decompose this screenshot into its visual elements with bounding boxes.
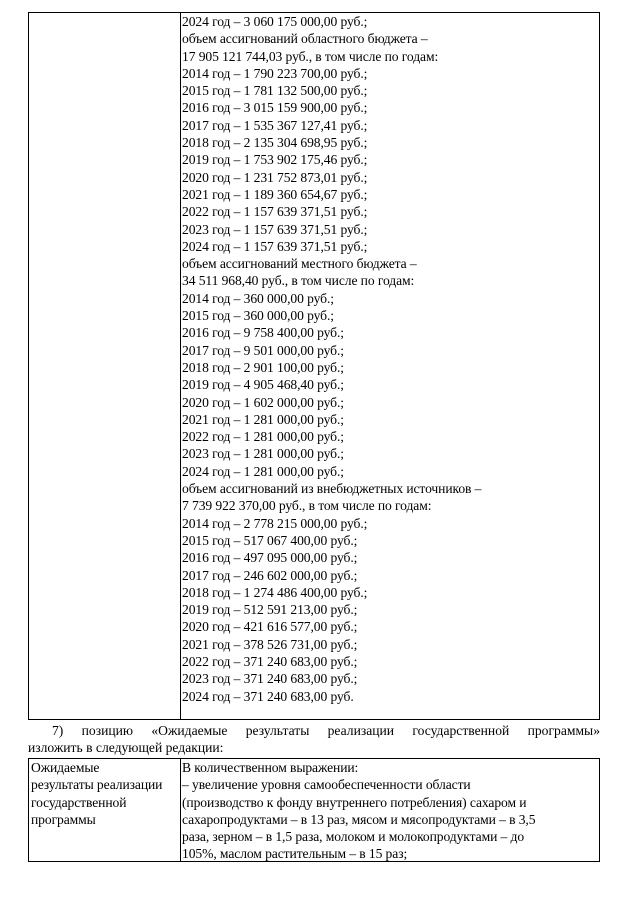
content-line: В количественном выражении: <box>182 760 359 775</box>
financing-line: 2017 год – 9 501 000,00 руб.; <box>182 342 344 358</box>
financing-cell <box>182 13 598 705</box>
content-line: сахаропродуктами – в 13 раз, мясом и мясопродуктами – в 3,5 <box>182 811 536 827</box>
financing-line: 2017 год – 246 602 000,00 руб.; <box>182 567 358 583</box>
financing-table <box>28 12 600 720</box>
financing-line: 2015 год – 360 000,00 руб.; <box>182 308 334 324</box>
financing-line: 2015 год – 1 781 132 500,00 руб.; <box>182 83 368 99</box>
financing-line: 34 511 968,40 руб., в том числе по годам: <box>182 273 415 289</box>
financing-line: 2018 год – 1 274 486 400,00 руб.; <box>182 584 368 600</box>
content-line: (производство к фонду внутреннего потребления) сахаром и <box>182 794 527 810</box>
financing-line: 2019 год – 512 591 213,00 руб.; <box>182 602 358 618</box>
financing-line: 2024 год – 1 281 000,00 руб.; <box>182 463 344 479</box>
content-line: 105%, маслом растительным – в 15 раз; <box>182 846 408 862</box>
financing-line: 2018 год – 2 901 100,00 руб.; <box>182 359 344 375</box>
financing-line: 2019 год – 1 753 902 175,46 руб.; <box>182 152 368 168</box>
label-line: результаты реализации <box>31 777 163 793</box>
financing-line: 2020 год – 421 616 577,00 руб.; <box>182 619 358 635</box>
content-line: – увеличение уровня самообеспеченности области <box>182 777 471 793</box>
financing-line: 2014 год – 360 000,00 руб.; <box>182 290 334 306</box>
financing-line: объем ассигнований из внебюджетных источников – <box>182 481 482 497</box>
financing-line: 2023 год – 1 157 639 371,51 руб.; <box>182 221 368 237</box>
financing-line: 2014 год – 2 778 215 000,00 руб.; <box>182 515 368 531</box>
label-line: программы <box>31 811 96 827</box>
financing-line: 2016 год – 3 015 159 900,00 руб.; <box>182 100 368 116</box>
financing-line: 2020 год – 1 602 000,00 руб.; <box>182 394 344 410</box>
financing-line: 2023 год – 371 240 683,00 руб.; <box>182 671 358 687</box>
financing-line: 2020 год – 1 231 752 873,01 руб.; <box>182 169 368 185</box>
financing-line: 2017 год – 1 535 367 127,41 руб.; <box>182 117 368 133</box>
paragraph-7 <box>28 722 600 757</box>
table-column-divider <box>180 759 181 861</box>
financing-line: 2022 год – 371 240 683,00 руб.; <box>182 653 358 669</box>
label-line: Ожидаемые <box>31 760 100 775</box>
content-line: раза, зерном – в 1,5 раза, молоком и молокопродуктами – до <box>182 829 525 845</box>
financing-line: 2022 год – 1 281 000,00 руб.; <box>182 429 344 445</box>
label-line: государственной <box>31 794 127 810</box>
expected-results-content-cell <box>182 759 598 863</box>
paragraph-7-line-1: 7) позицию «Ожидаемые результаты реализации государственной программы» <box>52 723 600 738</box>
financing-line: 2021 год – 1 281 000,00 руб.; <box>182 411 344 427</box>
financing-line: 2016 год – 9 758 400,00 руб.; <box>182 325 344 341</box>
financing-line: 2015 год – 517 067 400,00 руб.; <box>182 532 358 548</box>
financing-line: 2019 год – 4 905 468,40 руб.; <box>182 377 344 393</box>
table-column-divider <box>180 13 181 719</box>
financing-line: 2018 год – 2 135 304 698,95 руб.; <box>182 135 368 151</box>
financing-line: 2016 год – 497 095 000,00 руб.; <box>182 550 358 566</box>
financing-line: 7 739 922 370,00 руб., в том числе по годам: <box>182 498 432 514</box>
financing-line: 2024 год – 371 240 683,00 руб. <box>182 688 354 704</box>
financing-line: 2021 год – 1 189 360 654,67 руб.; <box>182 186 368 202</box>
financing-line: 2021 год – 378 526 731,00 руб.; <box>182 636 358 652</box>
paragraph-7-line-2: изложить в следующей редакции: <box>28 740 224 756</box>
financing-line: 2023 год – 1 281 000,00 руб.; <box>182 446 344 462</box>
financing-line: 2024 год – 3 060 175 000,00 руб.; <box>182 14 368 29</box>
financing-line: 2024 год – 1 157 639 371,51 руб.; <box>182 238 368 254</box>
financing-line: объем ассигнований областного бюджета – <box>182 31 428 47</box>
expected-results-table <box>28 758 600 862</box>
expected-results-label-cell <box>31 759 179 828</box>
financing-line: 2022 год – 1 157 639 371,51 руб.; <box>182 204 368 220</box>
financing-line: 17 905 121 744,03 руб., в том числе по годам: <box>182 48 439 64</box>
financing-line: объем ассигнований местного бюджета – <box>182 256 417 272</box>
financing-line: 2014 год – 1 790 223 700,00 руб.; <box>182 65 368 81</box>
